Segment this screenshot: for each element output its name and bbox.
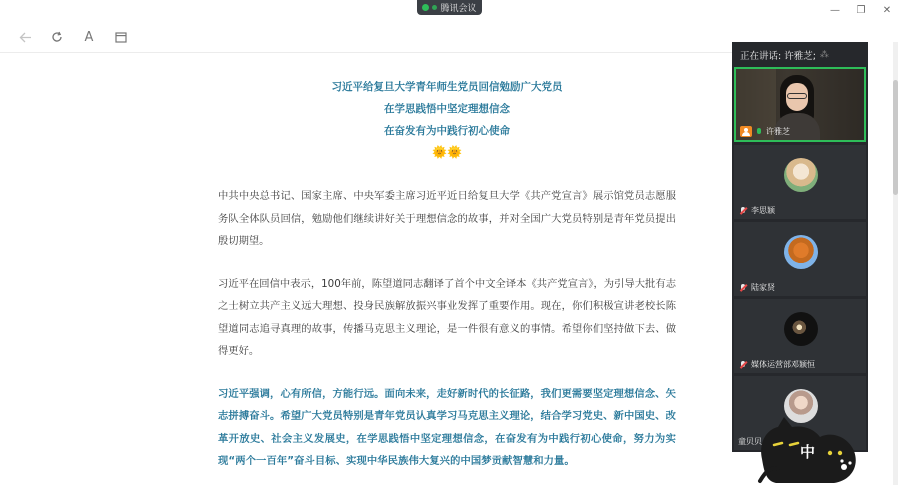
speaking-label: 正在讲话: 许雅芝; bbox=[740, 50, 816, 62]
toolbar-divider bbox=[0, 52, 732, 53]
font-size-button[interactable] bbox=[73, 22, 105, 52]
article-body bbox=[218, 76, 676, 473]
speaking-indicator bbox=[732, 42, 868, 67]
mic-muted-icon bbox=[738, 283, 748, 293]
participant-name-row bbox=[738, 205, 775, 216]
window-mode-button[interactable] bbox=[105, 22, 137, 52]
document-toolbar bbox=[0, 22, 732, 52]
mic-muted-icon bbox=[738, 360, 748, 370]
cat-sticker bbox=[756, 415, 860, 485]
headline-line-2: 在学思践悟中坚定理想信念 bbox=[384, 103, 510, 115]
window-controls bbox=[822, 0, 900, 20]
participant-name-row bbox=[738, 359, 815, 370]
sticker-text: 中 bbox=[800, 443, 816, 461]
minimize-button[interactable]: — bbox=[830, 4, 840, 16]
arrow-left-icon bbox=[19, 32, 32, 43]
meeting-status-pill[interactable] bbox=[417, 0, 482, 15]
participant-tile-video[interactable] bbox=[734, 67, 866, 142]
avatar bbox=[784, 312, 818, 346]
participant-name: 许雅芝 bbox=[766, 127, 790, 136]
paragraph-3-emphasis: 习近平强调，心有所信，方能行远。面向未来，走好新时代的长征路，我们更需要坚定理想信念、矢志拼搏奋斗。希望广大党员特别是青年党员认真学习马克思主义理论，结合学习党史、新中国史、改革开放史、社会主义发展史，在学思践悟中坚定理想信念，在奋发有为中践行初心使命，努力为实现“两个一百年”奋斗目标、实现中华民族伟大复兴的中国梦贡献智慧和力量。 bbox=[218, 387, 676, 467]
participant-tile[interactable] bbox=[734, 222, 866, 296]
host-person-icon bbox=[740, 126, 752, 137]
participant-tile[interactable] bbox=[734, 145, 866, 219]
refresh-icon bbox=[51, 31, 63, 43]
participant-name: 媒体运营部邓颖恒 bbox=[751, 360, 815, 369]
participants-panel bbox=[732, 42, 868, 452]
headline-line-1: 习近平给复旦大学青年师生党员回信勉励广大党员 bbox=[331, 81, 563, 93]
paragraph-1: 中共中央总书记、国家主席、中央军委主席习近平近日给复旦大学《共产党宣言》展示馆党员志愿服务队全体队员回信，勉励他们继续讲好关于理想信念的故事，并对全国广大党员特别是青年党员提出殷切期望。 bbox=[218, 190, 676, 247]
voice-wave-icon: ⁂ bbox=[819, 49, 829, 60]
back-button[interactable] bbox=[9, 22, 41, 52]
refresh-button[interactable] bbox=[41, 22, 73, 52]
font-icon: A bbox=[84, 29, 94, 45]
participant-name: 童贝贝 bbox=[738, 437, 762, 446]
headline-line-3: 在奋发有为中践行初心使命 bbox=[384, 125, 510, 137]
mic-on-icon bbox=[755, 127, 763, 137]
participant-name: 陆家贤 bbox=[751, 283, 775, 292]
network-signal-icon bbox=[422, 4, 429, 11]
participant-name: 李思颖 bbox=[751, 206, 775, 215]
participant-name-row bbox=[740, 126, 790, 137]
window-icon bbox=[115, 32, 127, 43]
participant-name-row bbox=[738, 282, 775, 293]
panel-scrollbar[interactable] bbox=[893, 42, 898, 485]
restore-button[interactable]: ❐ bbox=[856, 4, 866, 16]
scrollbar-thumb[interactable] bbox=[893, 80, 898, 195]
mic-muted-icon bbox=[738, 206, 748, 216]
avatar bbox=[784, 158, 818, 192]
sun-emoji-icon: 🌞🌞 bbox=[432, 145, 462, 159]
recording-dot-icon bbox=[432, 5, 437, 10]
avatar bbox=[784, 235, 818, 269]
paragraph-2: 习近平在回信中表示，100年前，陈望道同志翻译了首个中文全译本《共产党宣言》，为引导大批有志之士树立共产主义远大理想、投身民族解放振兴事业发挥了重要作用。现在，你们积极宣讲老校长陈望道同志追寻真理的故事，传播马克思主义理论，是一件很有意义的事情。希望你们坚持做下去、做得更好。 bbox=[218, 277, 676, 357]
participant-tile[interactable] bbox=[734, 299, 866, 373]
meeting-app-name: 腾讯会议 bbox=[440, 4, 477, 14]
close-button[interactable]: ✕ bbox=[882, 4, 892, 16]
